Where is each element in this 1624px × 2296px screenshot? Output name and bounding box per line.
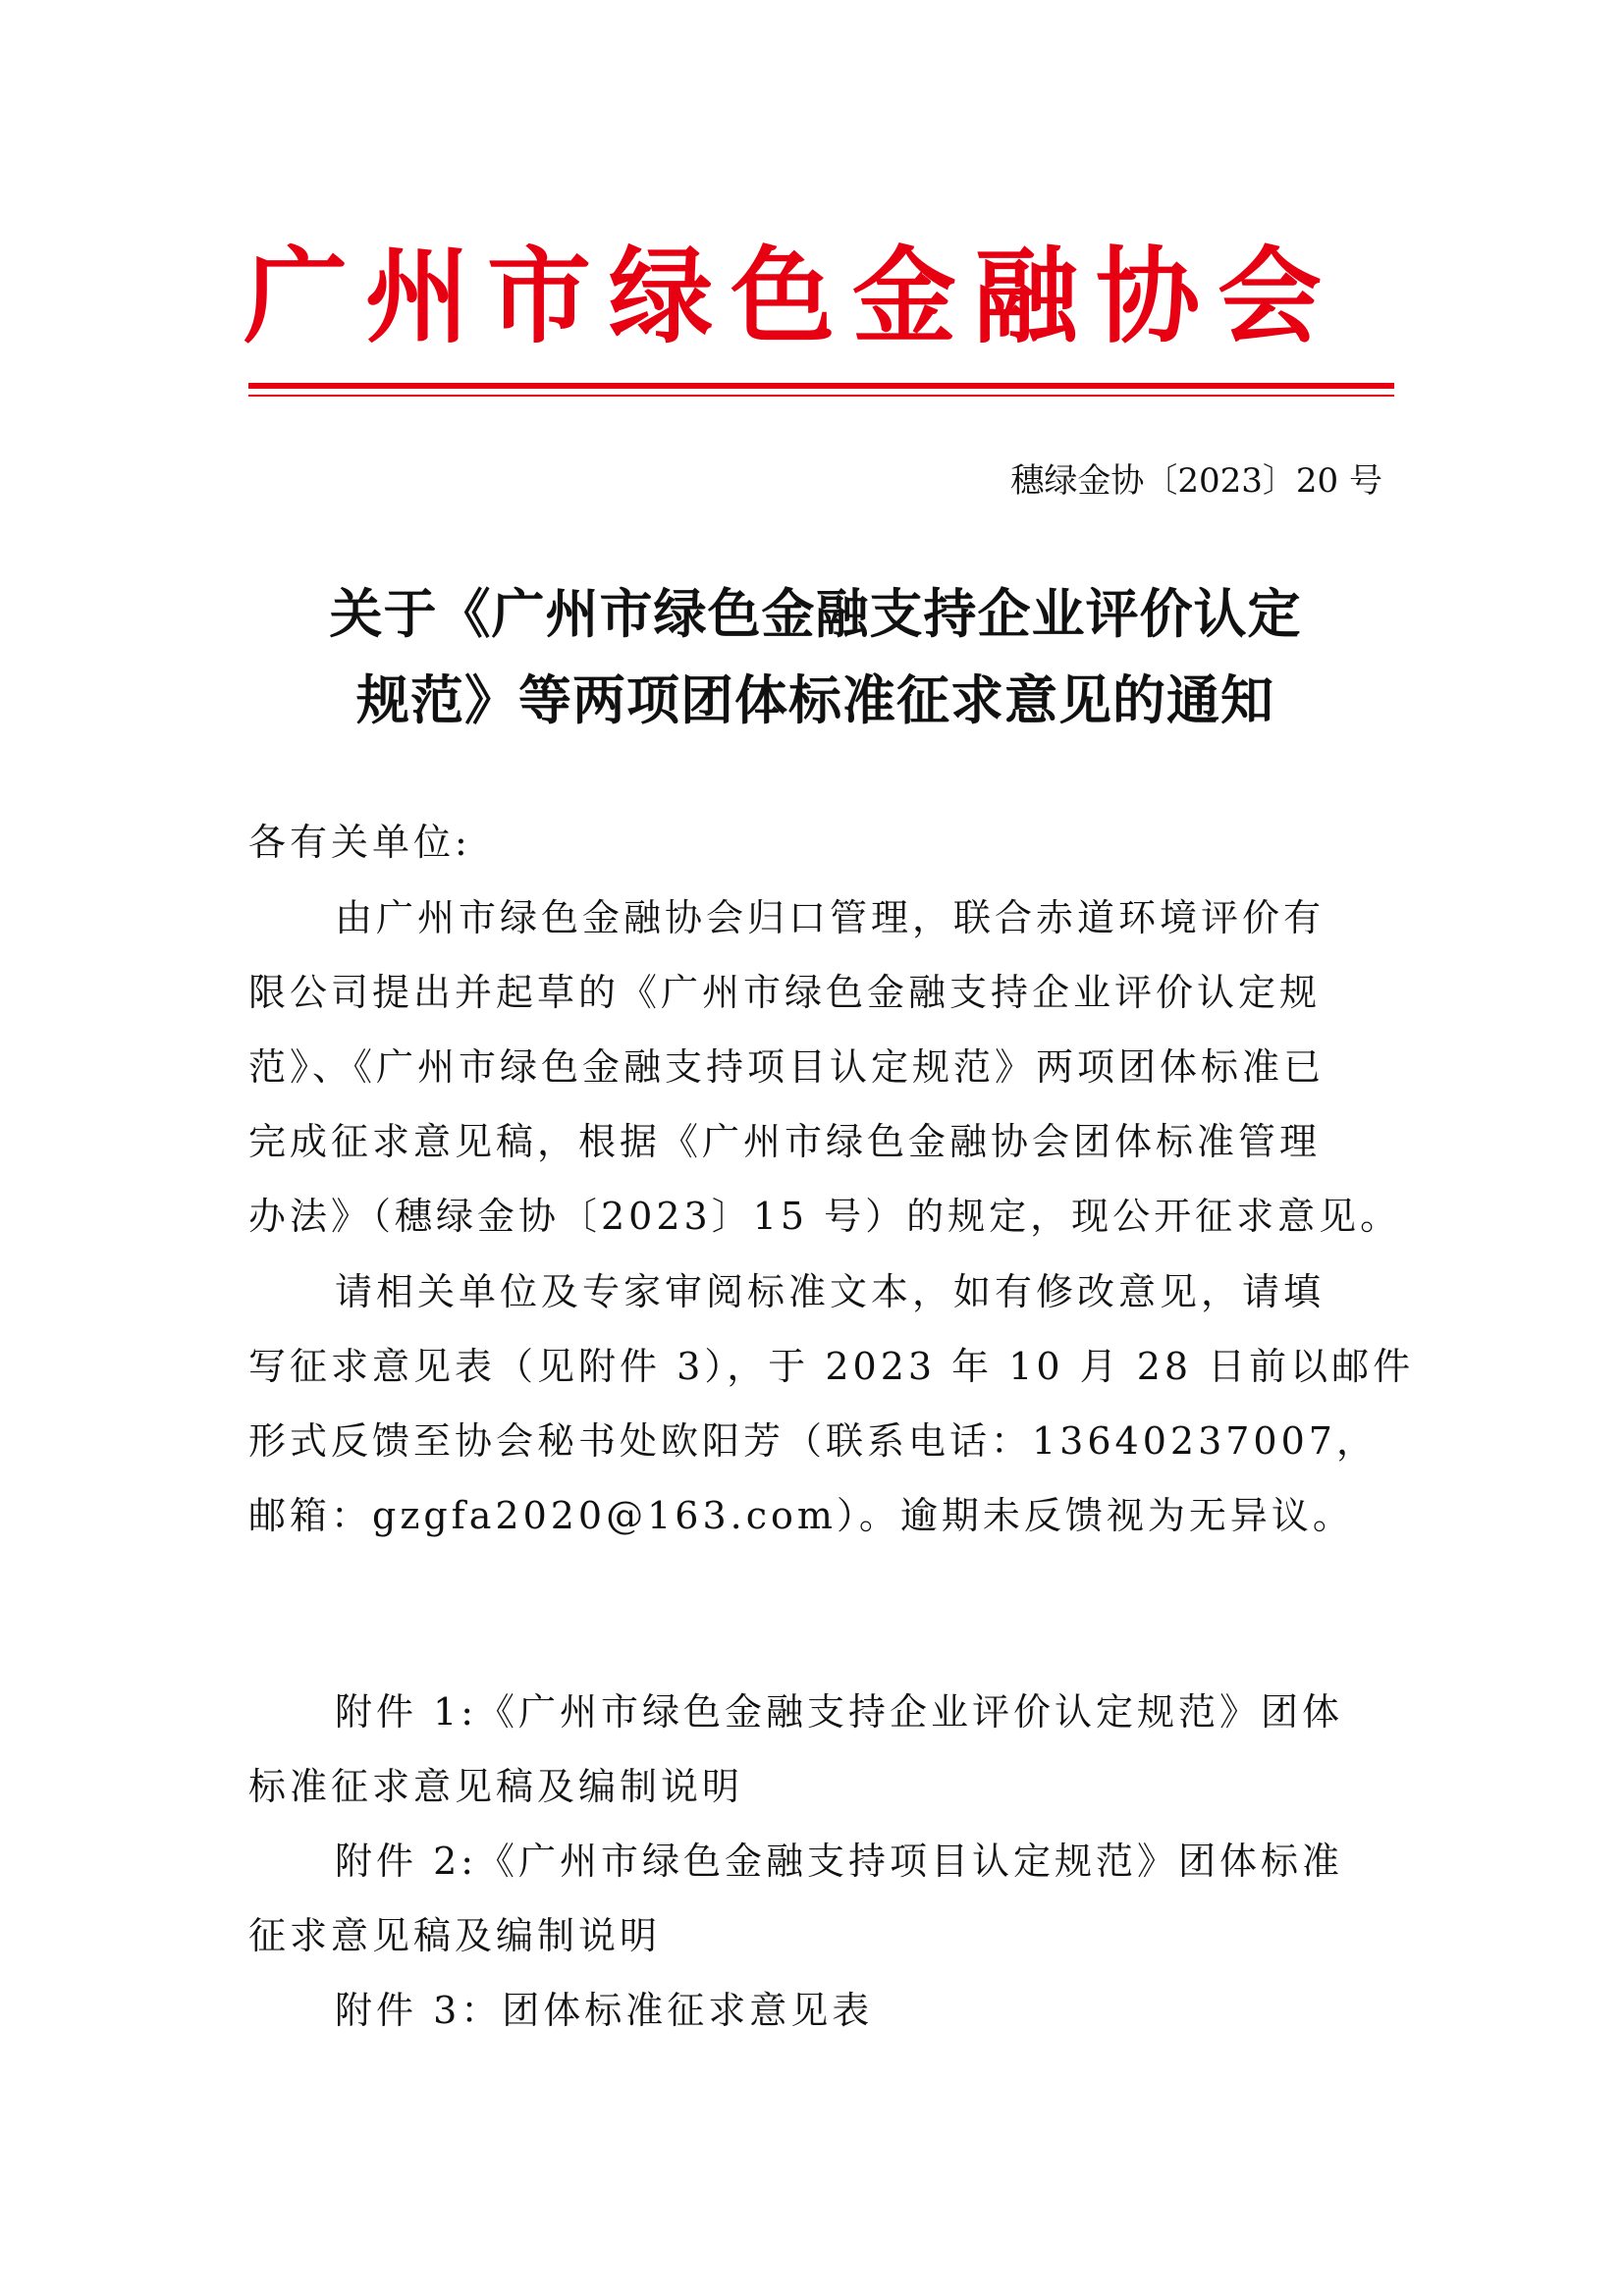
attachment-1-line-2: 标准征求意见稿及编制说明 [248,1765,744,1808]
attachments-list [248,1675,1387,2048]
title-line-2: 规范》等两项团体标准征求意见的通知 [356,669,1274,731]
paragraph-1 [248,881,1402,1254]
paragraph-line: 范》、《广州市绿色金融支持项目认定规范》两项团体标准已 [248,1045,1326,1089]
header-divider-thick [248,383,1394,389]
attachment-2-line-1: 附件 2:《广州市绿色金融支持项目认定规范》团体标准 [335,1840,1344,1883]
salutation-text: 各有关单位: [248,821,471,864]
paragraph-line: 办法》（穗绿金协〔2023〕15 号）的规定，现公开征求意见。 [248,1195,1402,1238]
paragraph-line: 由广州市绿色金融协会归口管理，联合赤道环境评价有 [335,896,1326,939]
attachment-3-line-1: 附件 3：团体标准征求意见表 [335,1989,874,2032]
email-line: 邮箱：gzgfa2020@163.com）。逾期未反馈视为无异议。 [248,1494,1354,1537]
title-line-1: 关于《广州市绿色金融支持企业评价认定 [329,583,1302,645]
salutation [248,805,1387,880]
attachment-2-line-2: 征求意见稿及编制说明 [248,1914,662,1957]
paragraph-line: 写征求意见表（见附件 3），于 2023 年 10 月 28 日前以邮件 [248,1345,1415,1388]
header-divider-thin [248,395,1394,397]
attachment-1-line-1: 附件 1:《广州市绿色金融支持企业评价认定规范》团体 [335,1690,1344,1734]
paragraph-line: 请相关单位及专家审阅标准文本，如有修改意见，请填 [335,1270,1326,1313]
paragraph-line: 形式反馈至协会秘书处欧阳芳（联系电话：13640237007， [248,1419,1378,1463]
organization-header: 广州市绿色金融协会 [244,237,1339,357]
document-title [248,571,1382,744]
paragraph-line: 限公司提出并起草的《广州市绿色金融支持企业评价认定规 [248,971,1322,1014]
document-number: 穗绿金协〔2023〕20 号 [1010,461,1382,501]
paragraph-line: 完成征求意见稿，根据《广州市绿色金融协会团体标准管理 [248,1120,1322,1163]
paragraph-2 [248,1255,1415,1553]
